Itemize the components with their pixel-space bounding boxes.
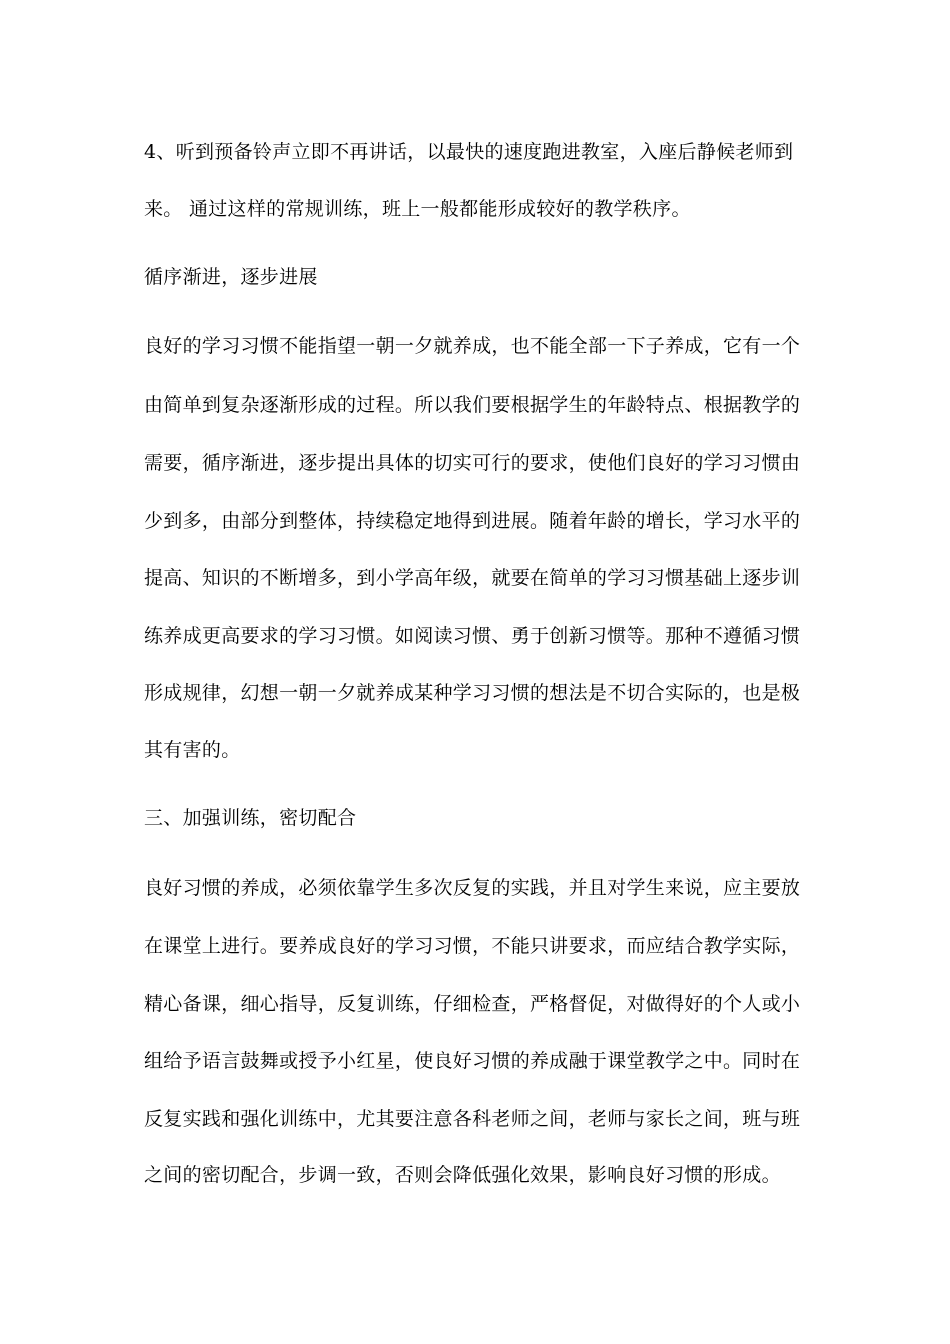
- paragraph-line: 在课堂上进行。要养成良好的学习习惯，不能只讲要求，而应结合教学实际，: [144, 935, 801, 957]
- paragraph-line: 良好习惯的养成，必须依靠学生多次反复的实践，并且对学生来说，应主要放: [144, 877, 801, 899]
- paragraph-line: 良好的学习习惯不能指望一朝一夕就养成，也不能全部一下子养成，它有一个: [144, 335, 801, 357]
- paragraph-line: 来。 通过这样的常规训练，班上一般都能形成较好的教学秩序。: [144, 198, 691, 220]
- paragraph-line: 组给予语言鼓舞或授予小红星，使良好习惯的养成融于课堂教学之中。同时在: [144, 1050, 801, 1072]
- paragraph-line: 练养成更高要求的学习习惯。如阅读习惯、勇于创新习惯等。那种不遵循习惯: [144, 625, 801, 647]
- paragraph-line: 反复实践和强化训练中，尤其要注意各科老师之间，老师与家长之间，班与班: [144, 1108, 801, 1130]
- section-heading: 循序渐进，逐步进展: [144, 266, 318, 288]
- paragraph-line: 需要，循序渐进，逐步提出具体的切实可行的要求，使他们良好的学习习惯由: [144, 452, 801, 474]
- paragraph-line: 精心备课，细心指导，反复训练，仔细检查，严格督促，对做得好的个人或小: [144, 993, 801, 1015]
- paragraph-line: 提高、知识的不断增多，到小学高年级，就要在简单的学习习惯基础上逐步训: [144, 567, 801, 589]
- paragraph-line: 少到多，由部分到整体，持续稳定地得到进展。随着年龄的增长，学习水平的: [144, 510, 801, 532]
- paragraph-line: 由简单到复杂逐渐形成的过程。所以我们要根据学生的年龄特点、根据教学的: [144, 394, 801, 416]
- section-heading: 三、加强训练，密切配合: [144, 807, 357, 829]
- paragraph-line: 形成规律，幻想一朝一夕就养成某种学习习惯的想法是不切合实际的，也是极: [144, 682, 801, 704]
- paragraph-line: 其有害的。: [144, 739, 241, 761]
- paragraph-line: 之间的密切配合，步调一致，否则会降低强化效果，影响良好习惯的形成。: [144, 1164, 781, 1186]
- paragraph-line: 4、听到预备铃声立即不再讲话，以最快的速度跑进教室，入座后静候老师到: [144, 141, 794, 163]
